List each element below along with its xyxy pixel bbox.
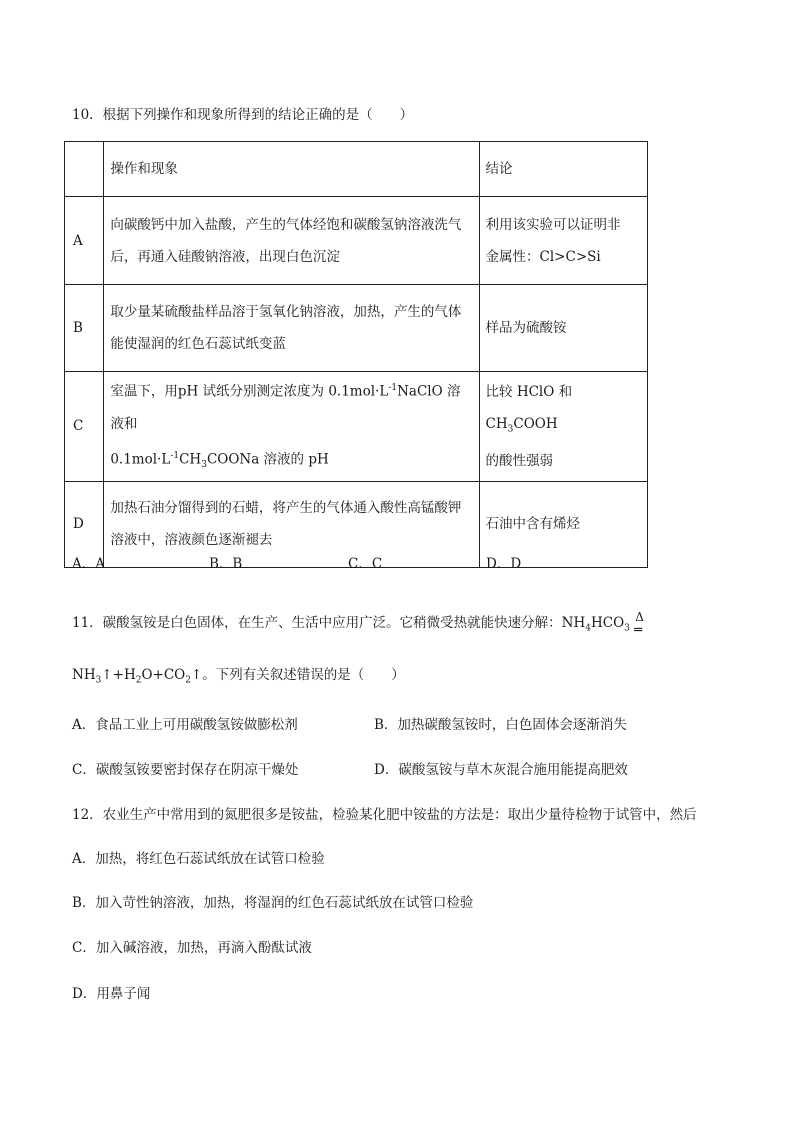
option-c[interactable]: C．C — [348, 556, 383, 572]
text-part: 比较 HClO 和 CH — [485, 383, 573, 432]
text-part: CH — [179, 451, 202, 467]
conclusion-line: 样品为硫酸铵 — [485, 320, 567, 336]
header-conclusion: 结论 — [479, 142, 647, 197]
row-operation — [104, 372, 479, 482]
operation-line: 溶液中，溶液颜色逐渐褪去 — [110, 532, 273, 549]
text-part: NH — [72, 667, 96, 683]
table-row — [65, 372, 648, 482]
subscript: 3 — [201, 459, 207, 470]
operation-line: 向碳酸钙中加入盐酸，产生的气体经饱和碳酸氢钠溶液洗气 — [110, 216, 462, 233]
text-part: O+CO — [141, 667, 186, 683]
row-operation — [104, 285, 479, 372]
table-row — [65, 197, 648, 285]
equals-sign: ═ — [634, 623, 643, 638]
operation-line: 后，再通入硅酸钠溶液，出现白色沉淀 — [110, 248, 340, 265]
text-part: ↑。下列有关叙述错误的是（ ） — [190, 667, 405, 683]
conclusion-line — [486, 376, 641, 446]
text-part: ↑+H — [101, 667, 136, 683]
text-part: 11．碳酸氢铵是白色固体，在生产、生活中应用广泛。它稍微受热就能快速分解：NH — [72, 615, 586, 631]
subscript: 2 — [135, 675, 142, 686]
row-label: B — [65, 285, 104, 372]
conclusion-line: 石油中含有烯烃 — [485, 516, 581, 533]
subscript: 3 — [507, 424, 514, 435]
row-label: A — [65, 197, 104, 285]
subscript: 4 — [585, 623, 591, 634]
superscript: -1 — [170, 450, 180, 461]
q11-equation-line — [72, 663, 405, 686]
option-b[interactable]: B．加入苛性钠溶液，加热，将湿润的红色石蕊试纸放在试管口检验 — [72, 895, 474, 911]
option-b[interactable]: B．加热碳酸氢铵时，白色固体会逐渐消失 — [374, 717, 627, 733]
conclusion-line: 的酸性强弱 — [485, 453, 554, 470]
header-operation: 操作和现象 — [104, 142, 479, 197]
operation-line: 加热石油分馏得到的石蜡，将产生的气体通入酸性高锰酸钾 — [110, 500, 462, 517]
q10-table — [64, 141, 648, 568]
text-part: 0.1mol·L — [110, 451, 171, 467]
row-label: C — [65, 372, 104, 482]
option-a[interactable]: A．加热，将红色石蕊试纸放在试管口检验 — [72, 851, 325, 867]
row-conclusion — [479, 372, 647, 482]
row-operation — [104, 197, 479, 285]
header-label-cell — [65, 142, 104, 197]
text-part: COOH — [513, 415, 558, 432]
operation-line: 取少量某硫酸盐样品溶于氢氧化钠溶液，加热，产生的气体 — [110, 304, 462, 320]
option-a[interactable]: A．食品工业上可用碳酸氢铵做膨松剂 — [72, 717, 298, 733]
text-part: NaClO 溶液和 — [110, 383, 461, 432]
option-a[interactable]: A．A — [72, 556, 105, 572]
row-label: D — [65, 481, 104, 567]
option-c[interactable]: C．加入碱溶液，加热，再滴入酚酞试液 — [72, 940, 312, 956]
subscript: 3 — [624, 623, 630, 634]
row-operation — [104, 481, 479, 567]
conclusion-line: 利用该实验可以证明非 — [485, 216, 621, 233]
conclusion-line: 金属性：Cl>C>Si — [485, 248, 601, 265]
option-d[interactable]: D．用鼻子闻 — [72, 986, 151, 1002]
option-d[interactable]: D．D — [486, 556, 522, 572]
option-d[interactable]: D．碳酸氢铵与草木灰混合施用能提高肥效 — [374, 762, 628, 778]
q11-stem — [72, 610, 648, 638]
table-header-row — [65, 142, 648, 197]
operation-line: 能使湿润的红色石蕊试纸变蓝 — [110, 336, 286, 352]
option-c[interactable]: C．碳酸氢铵要密封保存在阴凉干燥处 — [72, 762, 299, 778]
subscript: 3 — [95, 675, 102, 686]
subscript: 2 — [185, 675, 191, 686]
q12-stem: 12．农业生产中常用到的氮肥很多是铵盐，检验某化肥中铵盐的方法是：取出少量待检物于试管中，然后 — [72, 807, 697, 823]
row-conclusion — [479, 285, 647, 372]
option-b[interactable]: B．B — [209, 556, 243, 572]
text-part: 室温下，用pH 试纸分别测定浓度为 0.1mol·L — [110, 383, 389, 400]
delta-symbol: Δ — [635, 610, 644, 624]
row-conclusion — [479, 197, 647, 285]
text-part: HCO — [591, 615, 625, 631]
text-part: COONa 溶液的 pH — [206, 451, 329, 467]
operation-line — [110, 440, 472, 481]
table-row — [65, 285, 648, 372]
superscript: -1 — [388, 383, 398, 393]
q10-stem: 10．根据下列操作和现象所得到的结论正确的是（ ） — [72, 107, 414, 123]
operation-line — [110, 372, 472, 440]
